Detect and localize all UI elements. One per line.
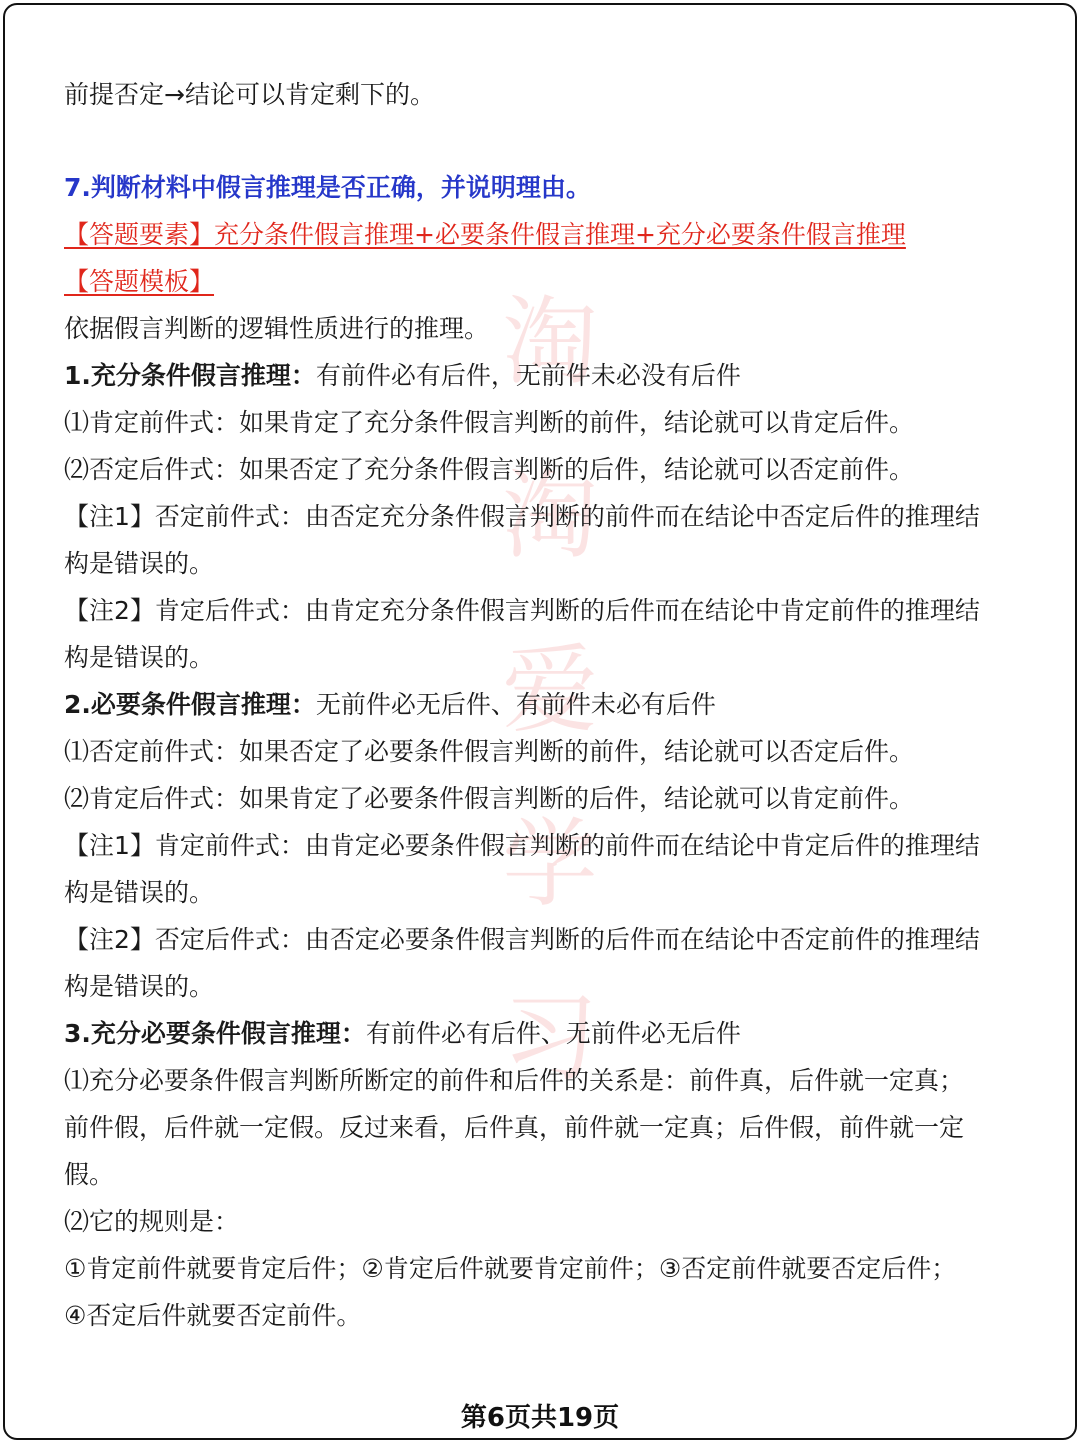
text-line: ⑴肯定前件式：如果肯定了充分条件假言判断的前件，结论就可以肯定后件。 — [64, 408, 915, 437]
section-heading-2 — [64, 688, 716, 722]
text-line: 依据假言判断的逻辑性质进行的推理。 — [64, 314, 490, 343]
section-summary: 有前件必有后件，无前件未必没有后件 — [315, 361, 741, 390]
section-summary: 有前件必有后件、无前件必无后件 — [365, 1019, 741, 1048]
text-line: 构是错误的。 — [64, 549, 215, 578]
note-line: 【注1】否定前件式：由否定充分条件假言判断的前件而在结论中否定后件的推理结 — [64, 502, 980, 531]
section-summary: 无前件必无后件、有前件未必有后件 — [315, 690, 716, 719]
question-heading: 7.判断材料中假言推理是否正确，并说明理由。 — [64, 173, 591, 202]
text-line: ⑵它的规则是： — [64, 1207, 240, 1236]
text-line: 构是错误的。 — [64, 878, 215, 907]
note-line: 【注1】肯定前件式：由肯定必要条件假言判断的前件而在结论中肯定后件的推理结 — [64, 831, 980, 860]
answer-elements-heading: 【答题要素】充分条件假言推理+必要条件假言推理+充分必要条件假言推理 — [64, 220, 906, 249]
watermark-char: 爱 — [502, 634, 598, 746]
note-line: 【注2】肯定后件式：由肯定充分条件假言判断的后件而在结论中肯定前件的推理结 — [64, 596, 980, 625]
watermark-char: 学 — [502, 808, 598, 920]
answer-template-heading: 【答题模板】 — [64, 267, 215, 296]
document-page — [3, 3, 1077, 1440]
text-line: 构是错误的。 — [64, 972, 215, 1001]
text-line: 前提否定→结论可以肯定剩下的。 — [64, 80, 435, 109]
watermark-char: 习 — [502, 982, 598, 1094]
section-title: 3.充分必要条件假言推理： — [64, 1019, 366, 1048]
text-line: ④否定后件就要否定前件。 — [64, 1301, 362, 1330]
text-line: 构是错误的。 — [64, 643, 215, 672]
section-heading-3 — [64, 1017, 741, 1051]
text-line: ⑴否定前件式：如果否定了必要条件假言判断的前件，结论就可以否定后件。 — [64, 737, 915, 766]
note-line: 【注2】否定后件式：由否定必要条件假言判断的后件而在结论中否定前件的推理结 — [64, 925, 980, 954]
section-title: 1.充分条件假言推理： — [64, 361, 316, 390]
page-number: 第6页共19页 — [460, 1403, 620, 1433]
text-line: 前件假，后件就一定假。反过来看，后件真，前件就一定真；后件假，前件就一定 — [64, 1113, 965, 1142]
text-line: ①肯定前件就要肯定后件；②肯定后件就要肯定前件；③否定前件就要否定后件； — [64, 1254, 957, 1283]
section-heading-1 — [64, 359, 741, 393]
text-line: ⑵否定后件式：如果否定了充分条件假言判断的后件，结论就可以否定前件。 — [64, 455, 915, 484]
text-line: ⑵肯定后件式：如果肯定了必要条件假言判断的后件，结论就可以肯定前件。 — [64, 784, 915, 813]
text-line: 假。 — [64, 1160, 115, 1189]
section-title: 2.必要条件假言推理： — [64, 690, 316, 719]
watermark-char: 淘 — [502, 286, 598, 398]
text-line: ⑴充分必要条件假言判断所断定的前件和后件的关系是：前件真，后件就一定真； — [64, 1066, 965, 1095]
watermark-char: 淘 — [502, 460, 598, 572]
